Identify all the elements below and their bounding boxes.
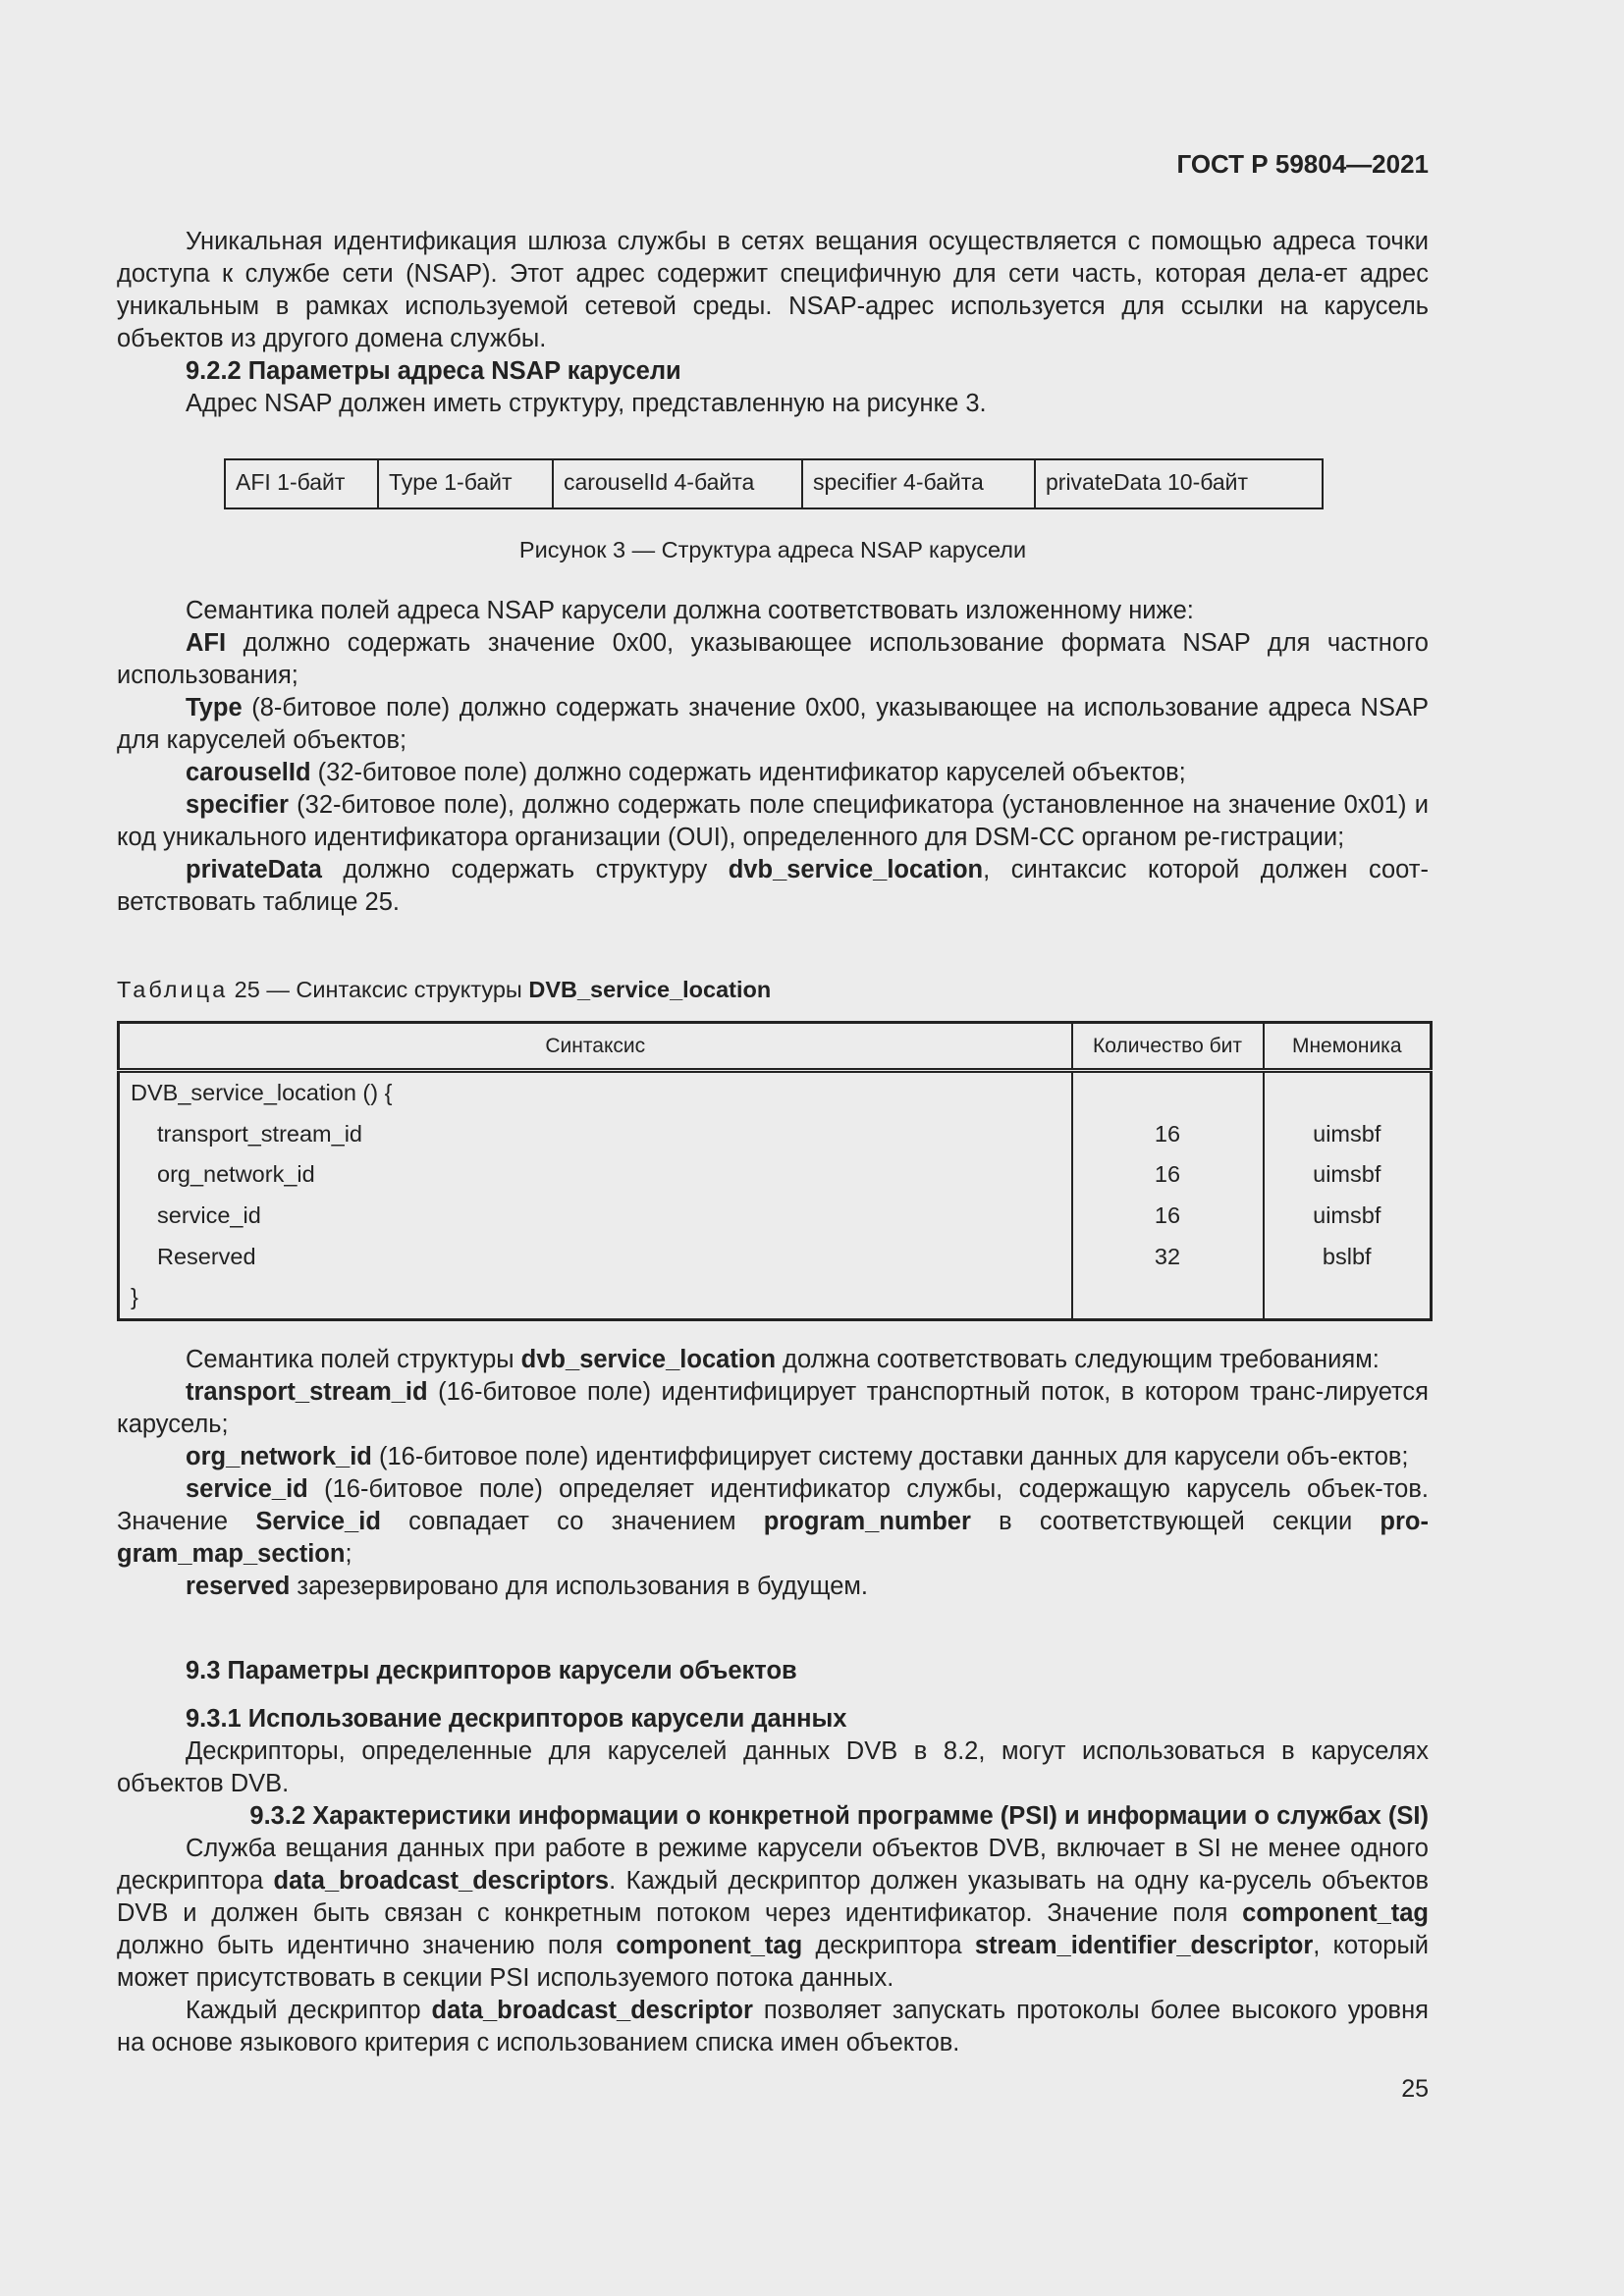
cell-bits [1072,1277,1264,1319]
table-caption [117,977,771,1003]
nsap-field-type: Type 1-байт [379,460,554,507]
cell-syntax: Reserved [157,1243,256,1269]
table-row [119,1196,1432,1237]
table-row [119,1154,1432,1196]
definition-privatedata: privateData должно содержать структуру dvb_service_location, синтаксис которой должен соот-ветствовать таблице 25. [117,856,1429,916]
nsap-field-privatedata: privateData 10-байт [1046,469,1249,495]
cell-bits [1072,1071,1264,1114]
header-bits: Количество бит [1072,1023,1264,1071]
table-caption-bold: DVB_service_location [528,977,772,1002]
nsap-field-afi: AFI 1-байт [226,460,379,507]
paragraph: Уникальная идентификация шлюза службы в сетях вещания осуществляется с помощью адреса точки доступа к службе сети (NSAP). Этот адрес содержит специфичную для сети часть, которая дела-ет адрес уникальным в рамках используемой сетевой среды. NSAP-адрес используется для ссылки на карусель объектов из другого домена службы. [117,228,1429,352]
table-caption-prefix: Таблица [117,977,229,1002]
cell-mnemonic [1264,1277,1432,1319]
cell-mnemonic: bslbf [1264,1236,1432,1277]
cell-mnemonic [1264,1071,1432,1114]
paragraph: Служба вещания данных при работе в режиме карусели объектов DVB, включает в SI не менее одного дескриптора data_broadcast_descriptors. Каждый дескриптор должен указывать на одну ка-русель объектов DVB и должен быть связан с конкретным потоком через идентификатор. Значение поля component_tag должно быть идентично значению поля component_tag дескриптора stream_identifier_descriptor, который может присутствовать в секции PSI используемого потока данных. [117,1835,1430,1992]
cell-syntax: transport_stream_id [157,1120,362,1147]
cell-syntax: service_id [157,1202,261,1229]
cell-bits: 16 [1072,1196,1264,1237]
table-row [119,1071,1432,1114]
paragraph: Каждый дескриптор data_broadcast_descriptor позволяет запускать протоколы более высокого уровня на основе языкового критерия с использованием списка имен объектов. [117,1997,1429,2056]
section-heading-9-3: 9.3 Параметры дескрипторов карусели объектов [186,1657,797,1684]
cell-mnemonic: uimsbf [1264,1114,1432,1155]
cell-bits: 32 [1072,1236,1264,1277]
header-mnemonic: Мнемоника [1264,1023,1432,1071]
table-caption-text: 25 — Синтаксис структуры [228,977,529,1002]
cell-bits: 16 [1072,1154,1264,1196]
header-syntax: Синтаксис [119,1023,1072,1071]
cell-syntax: } [131,1284,138,1310]
definition-transport-stream-id: transport_stream_id (16-битовое поле) идентифицирует транспортный поток, в котором транс-лируется карусель; [117,1378,1429,1438]
page-number: 25 [1401,2075,1429,2103]
nsap-field-specifier: specifier 4-байта [803,460,1036,507]
definition-reserved: reserved зарезервировано для использования в будущем. [186,1573,869,1600]
definition-carouselid: carouselId (32-битовое поле) должно содержать идентификатор каруселей объектов; [186,759,1186,786]
paragraph: Семантика полей структуры dvb_service_location должна соответствовать следующим требованиям: [186,1346,1380,1373]
cell-bits: 16 [1072,1114,1264,1155]
paragraph: Семантика полей адреса NSAP карусели должна соответствовать изложенному ниже: [186,597,1194,624]
table-header-row [119,1023,1432,1071]
cell-syntax: DVB_service_location () { [131,1080,393,1106]
cell-syntax: org_network_id [157,1161,315,1188]
nsap-semantics-section [117,595,1429,919]
section-heading-9-2-2: 9.2.2 Параметры адреса NSAP карусели [186,357,681,385]
section-heading-9-3-2: 9.3.2 Характеристики информации о конкретной программе (PSI) и информации о службах (SI) [249,1802,1429,1830]
definition-specifier: specifier (32-битовое поле), должно содержать поле спецификатора (установленное на значение 0x01) и код уникального идентификатора организации (OUI), определенного для DSM-CC органом ре-гистрации; [117,791,1429,851]
definition-afi: AFI должно содержать значение 0x00, указывающее использование формата NSAP для частного использования; [117,629,1429,689]
table-row [119,1114,1432,1155]
section-heading-9-3-1: 9.3.1 Использование дескрипторов карусели данных [186,1705,847,1733]
cell-mnemonic: uimsbf [1264,1196,1432,1237]
nsap-structure-figure [224,458,1324,509]
table-row [119,1277,1432,1319]
figure-caption: Рисунок 3 — Структура адреса NSAP карусели [518,537,1027,562]
definition-type: Type (8-битовое поле) должно содержать значение 0x00, указывающее на использование адреса NSAP для каруселей объектов; [117,694,1429,754]
paragraph: Дескрипторы, определенные для каруселей данных DVB в 8.2, могут использоваться в каруселях объектов DVB. [117,1737,1429,1797]
syntax-table [117,1021,1433,1321]
document-header: ГОСТ Р 59804—2021 [1176,149,1429,179]
dvb-semantics-section [117,1344,1429,1603]
definition-org-network-id: org_network_id (16-битовое поле) идентиффицирует систему доставки данных для карусели объ-ектов; [186,1443,1409,1470]
definition-service-id: service_id (16-битовое поле) определяет идентификатор службы, содержащую карусель объек-тов. Значение Service_id совпадает со значением program_number в соответствующей секции pro-gram_map_section; [117,1475,1429,1568]
intro-section [117,226,1429,420]
nsap-field-carouselid: carouselId 4-байта [554,460,803,507]
final-section [117,1703,1429,2059]
table-row [119,1236,1432,1277]
paragraph: Адрес NSAP должен иметь структуру, представленную на рисунке 3. [186,390,987,417]
cell-mnemonic: uimsbf [1264,1154,1432,1196]
